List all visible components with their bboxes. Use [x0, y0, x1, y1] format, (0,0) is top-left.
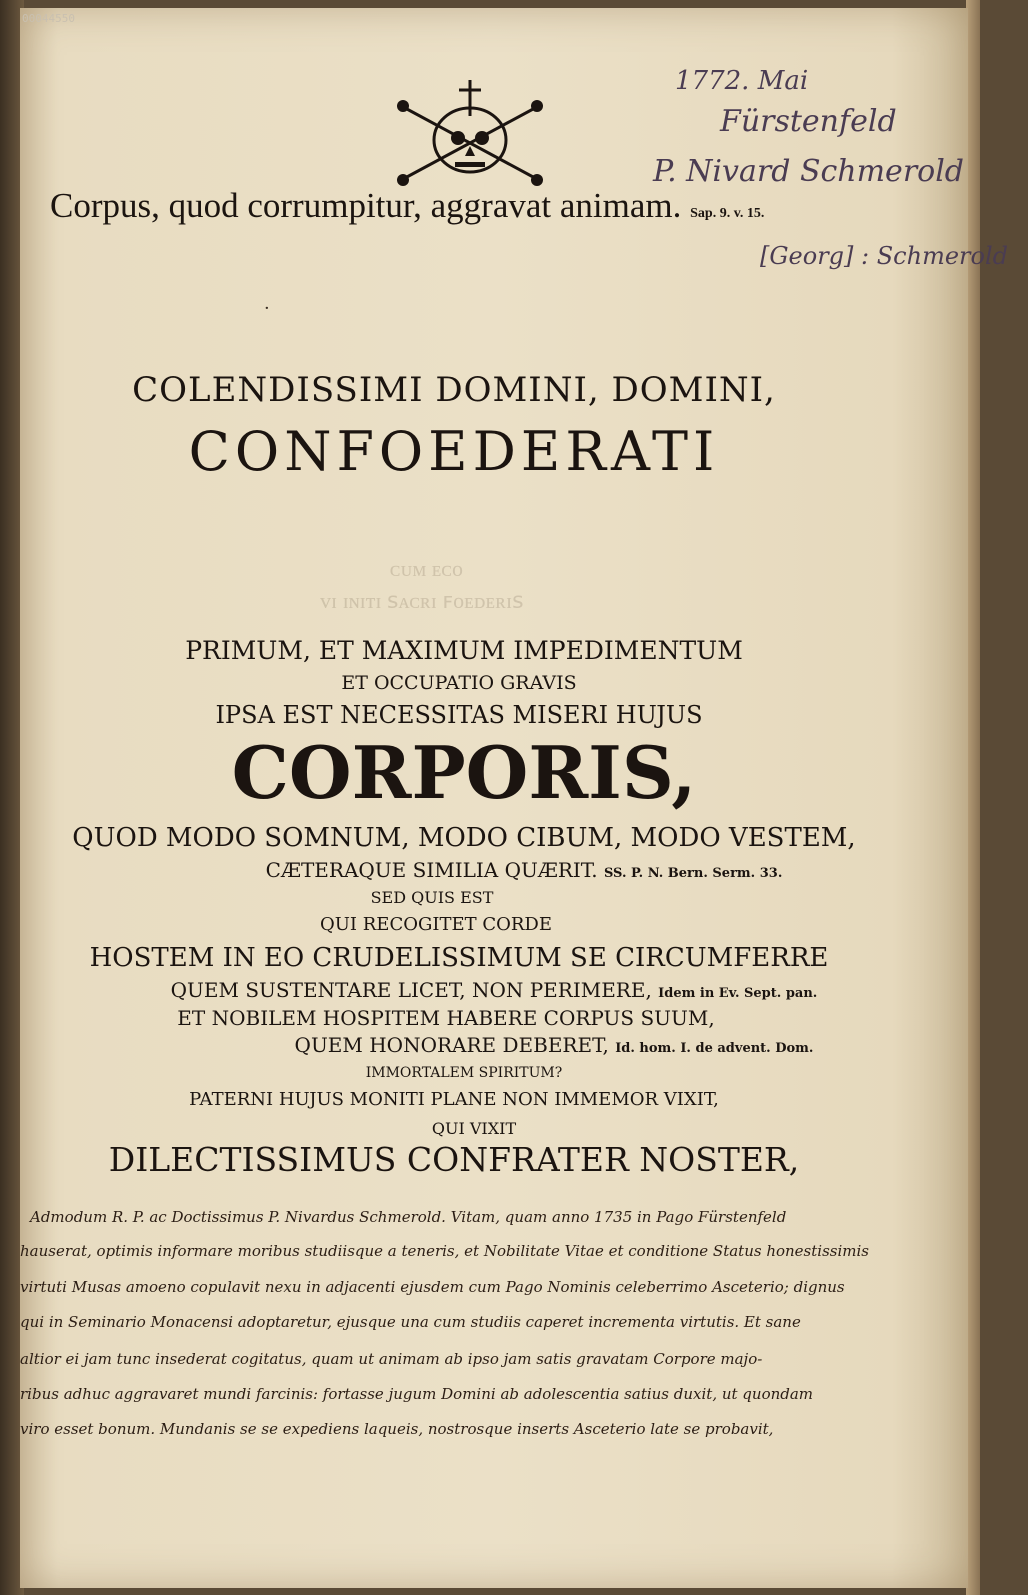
body-line: QUOD MODO SOMNUM, MODO CIBUM, MODO VESTEM,: [72, 823, 856, 853]
annotation-date: 1772. Mai: [675, 66, 809, 96]
citation-reference: Idem in Ev. Sept. pan.: [658, 986, 818, 1001]
manuscript-line: virtuti Musas amoeno copulavit nexu in adjacenti ejusdem cum Pago Nominis celeberrimo Asceterio; dignus: [20, 1278, 845, 1296]
archive-stamp: 00044550: [22, 12, 75, 25]
body-line: QUI VIXIT: [431, 1119, 517, 1138]
annotation-name: P. Nivard Schmerold: [653, 154, 965, 189]
decorative-dot: ·: [264, 298, 270, 319]
motto-reference: Sap. 9. v. 15.: [690, 206, 765, 221]
body-line: IMMORTALEM SPIRITUM?: [365, 1065, 563, 1081]
bleed-through-text: ᴠɪ ɪɴɪᴛɪ ꜱᴀᴄʀɪ ꜰᴏᴇᴅᴇʀɪꜱ: [320, 588, 524, 613]
title-address: COLENDISSIMI DOMINI, DOMINI,: [132, 370, 776, 410]
body-text: QUEM SUSTENTARE LICET, NON PERIMERE,: [170, 978, 652, 1002]
body-line: [80, 1033, 1028, 1057]
motto-line: [50, 186, 764, 226]
manuscript-line: hauserat, optimis informare moribus studiisque a teneris, et Nobilitate Vitae et conditione Status honestissimis: [20, 1242, 869, 1260]
body-headline-corporis: CORPORIS,: [231, 730, 697, 815]
citation-reference: Id. hom. I. de advent. Dom.: [615, 1041, 814, 1056]
body-line: ET OCCUPATIO GRAVIS: [341, 672, 577, 694]
body-line: [50, 858, 998, 882]
manuscript-line: ribus adhuc aggravaret mundi farcinis: fortasse jugum Domini ab adolescentia satius duxit, ut quondam: [20, 1385, 814, 1403]
manuscript-line: qui in Seminario Monacensi adoptaretur, ejusque una cum studiis caperet incrementa virtutis. Et sane: [20, 1313, 801, 1331]
manuscript-line: Admodum R. P. ac Doctissimus P. Nivardus Schmerold. Vitam, quam anno 1735 in Pago Fürstenfeld: [30, 1208, 787, 1226]
body-line: PATERNI HUJUS MONITI PLANE NON IMMEMOR VIXIT,: [189, 1089, 719, 1110]
citation-reference: SS. P. N. Bern. Serm. 33.: [603, 866, 783, 881]
body-line: [20, 978, 968, 1002]
document-page: [20, 8, 1008, 1588]
body-line: HOSTEM IN EO CRUDELISSIMUM SE CIRCUMFERRE: [89, 943, 829, 973]
body-line: SED QUIS EST: [370, 888, 494, 907]
body-line: QUI RECOGITET CORDE: [320, 914, 552, 935]
annotation-place: Fürstenfeld: [720, 104, 897, 139]
skull-crossbones-icon: [385, 78, 555, 193]
body-text: QUEM HONORARE DEBERET,: [294, 1033, 609, 1057]
body-line: IPSA EST NECESSITAS MISERI HUJUS: [215, 701, 703, 729]
body-line: PRIMUM, ET MAXIMUM IMPEDIMENTUM: [185, 636, 743, 665]
body-text: CÆTERAQUE SIMILIA QUÆRIT.: [265, 858, 598, 882]
manuscript-line: viro esset bonum. Mundanis se se expediens laqueis, nostrosque inserts Asceterio late se probavit,: [20, 1420, 774, 1438]
title-confoederati: CONFOEDERATI: [188, 420, 720, 483]
body-line-confrater: DILECTISSIMUS CONFRATER NOSTER,: [108, 1140, 800, 1179]
manuscript-line: altior ei jam tunc insederat cogitatus, quam ut animam ab ipso jam satis gravatam Corpore majo-: [20, 1350, 763, 1368]
body-line: ET NOBILEM HOSPITEM HABERE CORPUS SUUM,: [177, 1006, 715, 1030]
motto-text: Corpus, quod corrumpitur, aggravat animam.: [50, 186, 682, 225]
annotation-birthname: [Georg] : Schmerold: [760, 242, 1008, 270]
page-edge-right: [966, 0, 980, 1595]
bleed-through-text: ᴄᴜᴍ ᴇᴄᴏ: [390, 556, 464, 581]
